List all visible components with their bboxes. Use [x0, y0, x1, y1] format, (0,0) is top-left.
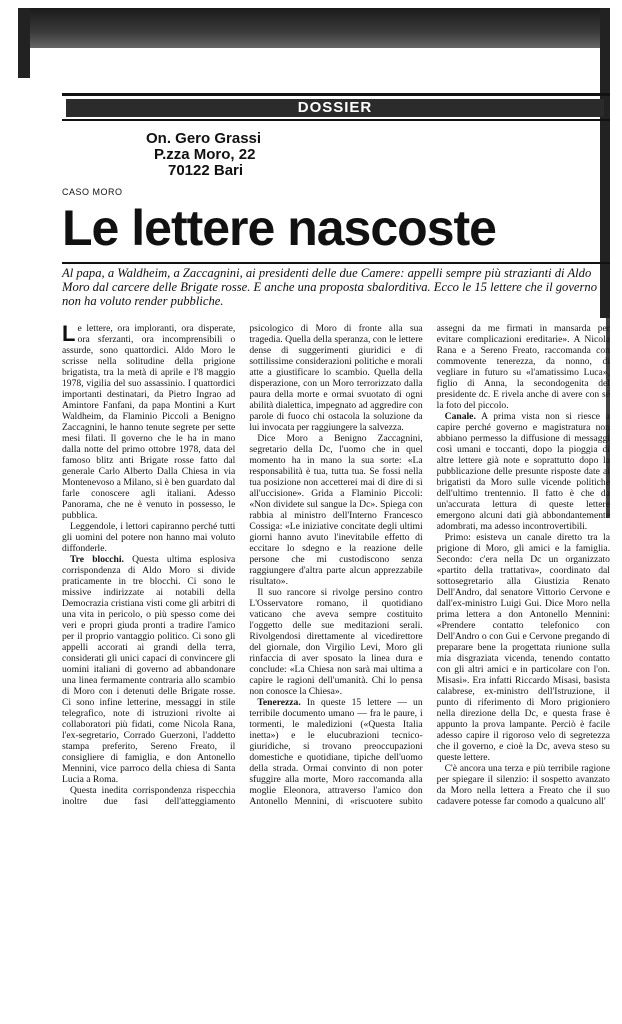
kicker: CASO MORO [62, 187, 123, 197]
subheading: Tre blocchi. [70, 554, 124, 565]
article-body [62, 323, 610, 843]
scan-edge-top [18, 8, 610, 48]
subheading: Canale. [444, 411, 476, 422]
article-paragraph [62, 323, 235, 521]
headline-rule [62, 262, 610, 264]
article-paragraph: Primo: esisteva un canale diretto tra la prigione di Moro, gli amici e la famiglia. Secondo: c'era nella Dc un organizzato «partito della trattativa», coordinato dal sottosegretario alla Giustizia Renato Dell'Andro, dal senatore Vittorio Cervone e dall'ex-ministro Luigi Gui. Dice Moro nella prima lettera a don Antonello Mennini: «Prendere contatto telefonico con Dell'Andro o con Gui e Cervone pregando di preparare bene la progettata riunione sulla mia disgraziata vicenda, tenendo contatto con gli altri amici e in particolare con l'on. Misasi». Era infatti Riccardo Misasi, basista calabrese, ex-ministro dell'Istruzione, il punto di riferimento di Moro prigioniero nella direzione della Dc, e questa frase è appunto la prova lampante. Perciò è facile adesso capire il rigoroso velo di segretezza che il governo, e cioè la Dc, aveva steso su queste lettere. [436, 532, 610, 763]
article-paragraph: Il suo rancore si rivolge persino contro L'Osservatore romano, il quotidiano vaticano che aveva sempre costituito l'oggetto delle sue meditazioni serali. Rivolgendosi direttamente al vicedirettore del giornale, don Virgilio Levi, Moro gli rinfaccia di aver sposato la linea dura e conclude: «La Chiesa non sarà mai ultima a capire le ragioni dell'umanità. Chi lo pensa non conosce la Chiesa». [249, 587, 423, 697]
paragraph-text: e lettere, ora imploranti, ora disperate, ora sferzanti, ora incomprensibili o assurde, sono quattordici. Aldo Moro le scrisse nella solitudine della prigione brigatista, tra la metà di aprile e l'8 maggio 1978, vigilia del suo assassinio. I quattordici importanti destinatari, da Pietro Ingrao ad Amintore Fanfani, da papa Montini a Kurt Waldheim, da Flaminio Piccoli a Benigno Zaccagnini, le hanno tenute segrete per sette mesi filati. Il governo che le ha in mano dalla notte del primo ottobre 1978, data del famoso blitz anti Brigate rosse fatto dal generale Carlo Alberto Dalla Chiesa in via Montenevoso a Milano, si è ben guardato dal farle conoscere agli italiani. Adesso Panorama, che ne è venuto in possesso, le pubblica. [62, 323, 236, 521]
paragraph-text: In queste 15 lettere — un terribile documento umano — fra le paure, i tormenti, le maledizioni («Questa Italia inetta») e le elucubrazioni tecnico-giuridiche, si trovano preoccupazioni domestiche e quotidiane, tipiche dell'uomo della strada. Ormai convinto di non poter sfuggire alla morte, Moro raccomanda alla moglie Eleonora, attraverso l'amico don Antonello Mennini, di «riscuotere subito assegni da me firmati in mansarda per evitare complicazioni ereditarie». A Nicola Rana e a Sereno Freato, raccomanda con commovente tenerezza, da nonno, di vegliare in futuro su «l'amatissimo Luca», figlio di Anna, la secondogenita del presidente dc. E rivela anche di avere con sé la foto del piccolo. [249, 323, 610, 807]
drop-cap: L [62, 323, 76, 346]
article-paragraph: Dice Moro a Benigno Zaccagnini, segretario della Dc, l'uomo che in quel momento ha in mano la sua sorte: «La responsabilità è tua, tutta tua. Se fossi nella tua posizione non accetterei mai di dire di sì all'uccisione». Grida a Flaminio Piccoli: «Non dividete sul sangue la Dc». Spiega con rabbia al ministro dell'Interno Francesco Cossiga: «Le iniziative concitate degli ultimi giorni hanno avuto l'inevitabile effetto di eccitare lo sdegno e la reazione delle persone che mi custodiscono senza raggiungere d'altra parte alcun apprezzabile risultato». [249, 433, 423, 587]
top-rule [62, 93, 610, 96]
banner-rule [62, 119, 610, 121]
article-paragraph [62, 554, 235, 785]
stamp-city: 70122 Bari [168, 162, 244, 179]
paragraph-text: Questa ultima esplosiva corrispondenza di Aldo Moro si divide praticamente in tre blocchi. Ci sono le missive indirizzate ai notabili della Democrazia cristiana visti come gli arbitri di una vita in pericolo, o più spesso come dei veri e propri giuda pronti a tradire l'amico per il proprio vantaggio politico. Ci sono gli appelli accorati ai grandi della terra, considerati gli unici capaci di convincere gli uomini italiani di governo ad abbandonare una linea fermamente contraria allo scambio di Moro con i detenuti delle Brigate rosse. Ci sono infine letterine, messaggi in stile telegrafico, note di istruzioni rivolte ai collaboratori più fidati, come Nicola Rana, l'ex-segretario, Corrado Guerzoni, l'addetto stampa preferito, Sereno Freato, il consigliere di famiglia, e don Antonello Mennini, vice parroco della chiesa di Santa Lucia a Roma. [62, 554, 236, 785]
paragraph-text: A prima vista non si riesce a capire perché governo e magistratura non abbiano permesso la diffusione di messaggi così umani e toccanti, dopo la pioggia di altre lettere già note e soprattutto dopo la pubblicazione delle presunte risposte date ai brigatisti da Moro sulle vicende politiche dell'ultimo trentennio. Il fatto è che da un'accurata lettura di queste lettere emergono alcuni dati già abbondantemente adombrati, ma adesso incontrovertibili. [436, 411, 610, 532]
headline: Le lettere nascoste [62, 200, 496, 256]
section-banner [66, 99, 604, 117]
scan-edge-left [18, 8, 30, 78]
article-paragraph: Leggendole, i lettori capiranno perché tutti gli uomini del potere non hanno mai voluto diffonderle. [62, 521, 236, 554]
subheading: Tenerezza. [257, 697, 301, 708]
address-stamp [146, 131, 261, 179]
article-paragraph: Questa inedita corrispondenza rispecchia inoltre due fasi dell'atteggiamento psicologico di Moro di fronte alla sua tragedia. Quella della speranza, con le lettere dense di suggerimenti giuridici e di sottilissime considerazioni politiche e morali atte a giustificare lo scambio. Quella della disperazione, con un Moro terrorizzato dalla paura della morte e ormai svuotato di ogni abilità dialettica, impegnato ad aggredire con parole di fuoco chi ostacola la soluzione da lui invocata per raggiungere la salvezza. [62, 323, 423, 807]
article-paragraph: C'è ancora una terza e più terribile ragione per spiegare il silenzio: il sospetto avanzato da Moro nella lettera a Freato che il suo cadavere potesse far comodo a qualcuno all' [436, 763, 610, 807]
deck: Al papa, a Waldheim, a Zaccagnini, ai presidenti delle due Camere: appelli sempre più strazianti di Aldo Moro dal carcere delle Brigate rosse. E anche una proposta sbalorditiva. Ecco le 15 lettere che il governo non ha voluto render pubbliche. [62, 266, 597, 308]
stamp-street: P.zza Moro, 22 [154, 146, 256, 163]
article-paragraph [437, 411, 610, 532]
stamp-name: On. Gero Grassi [146, 130, 262, 147]
section-label: DOSSIER [297, 99, 373, 116]
